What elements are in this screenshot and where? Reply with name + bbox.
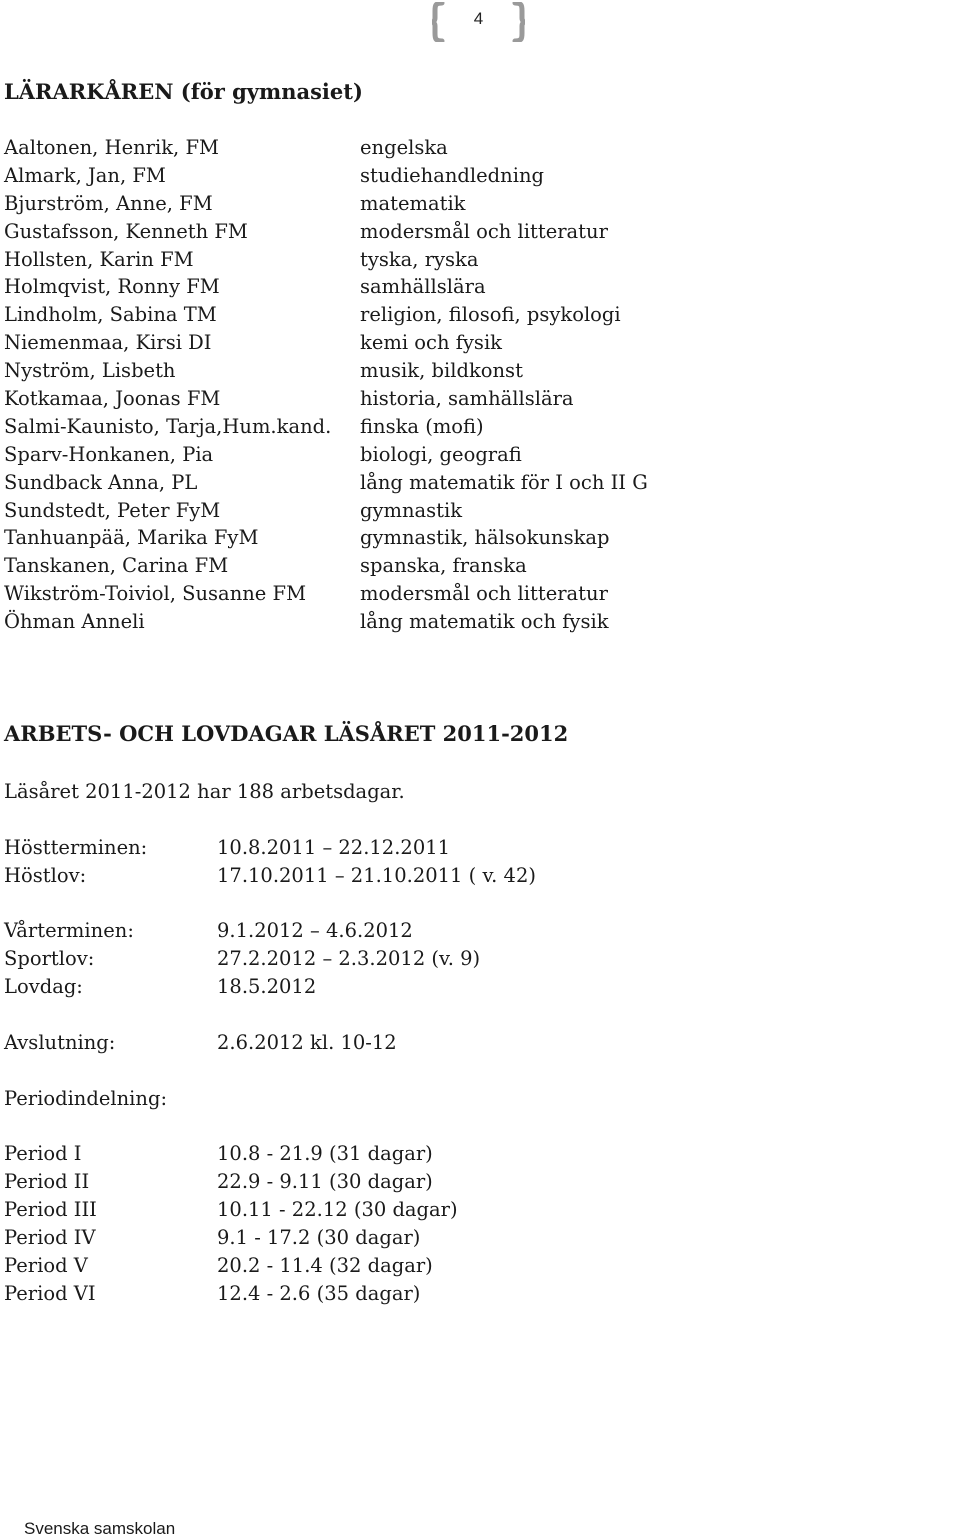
- teacher-row: [4, 469, 944, 497]
- period-row: [4, 1280, 458, 1308]
- autumn-term-row: [4, 834, 450, 862]
- page-number: 4: [473, 9, 484, 28]
- teacher-name: Sundback Anna, PL: [4, 470, 198, 494]
- spring-term-value: 9.1.2012 – 4.6.2012: [217, 919, 413, 942]
- teacher-subject: modersmål och litteratur: [360, 582, 608, 606]
- graduation-row: [4, 1029, 397, 1057]
- teacher-subject: spanska, franska: [360, 554, 527, 578]
- teacher-row: [4, 246, 944, 274]
- teacher-name: Wikström-Toiviol, Susanne FM: [4, 582, 307, 606]
- teacher-subject: lång matematik för I och II G: [360, 470, 648, 494]
- teacher-name: Sparv-Honkanen, Pia: [4, 442, 214, 466]
- teacher-name: Gustafsson, Kenneth FM: [4, 219, 248, 243]
- teacher-subject: kemi och fysik: [360, 331, 502, 355]
- teacher-row: [4, 580, 944, 608]
- teacher-row: [4, 273, 944, 301]
- teacher-row: [4, 301, 944, 329]
- teacher-name: Hollsten, Karin FM: [4, 247, 194, 271]
- teacher-row: [4, 329, 944, 357]
- spring-term-label: Vårterminen:: [4, 919, 134, 942]
- period-row: [4, 1168, 458, 1196]
- period-label: Period III: [4, 1198, 97, 1221]
- teacher-row: [4, 218, 944, 246]
- teacher-subject: studiehandledning: [360, 163, 544, 187]
- teacher-name: Bjurström, Anne, FM: [4, 191, 213, 215]
- holiday-label: Lovdag:: [4, 975, 83, 998]
- autumn-term-value: 10.8.2011 – 22.12.2011: [217, 836, 451, 859]
- staff-heading: LÄRARKÅREN (för gymnasiet): [4, 79, 363, 104]
- teacher-list: [4, 134, 944, 636]
- period-dates: 10.8 - 21.9 (31 dagar): [217, 1142, 433, 1165]
- holiday-value: 18.5.2012: [217, 975, 317, 998]
- period-label: Period VI: [4, 1282, 96, 1305]
- spring-term-row: [4, 917, 413, 945]
- period-label: Period V: [4, 1254, 88, 1277]
- calendar-heading: ARBETS- OCH LOVDAGAR LÄSÅRET 2011-2012: [4, 721, 569, 746]
- teacher-subject: gymnastik: [360, 498, 463, 522]
- teacher-name: Öhman Anneli: [4, 610, 145, 634]
- teacher-row: [4, 357, 944, 385]
- period-dates: 22.9 - 9.11 (30 dagar): [217, 1170, 433, 1193]
- footer-school-name: Svenska samskolan: [24, 1519, 176, 1538]
- teacher-name: Tanskanen, Carina FM: [4, 554, 229, 578]
- period-label: Period I: [4, 1142, 82, 1165]
- teacher-name: Niemenmaa, Kirsi DI: [4, 331, 212, 355]
- teacher-row: [4, 524, 944, 552]
- teacher-row: [4, 497, 944, 525]
- teacher-name: Kotkamaa, Joonas FM: [4, 387, 221, 411]
- teacher-subject: historia, samhällslära: [360, 387, 574, 411]
- teacher-subject: modersmål och litteratur: [360, 219, 608, 243]
- teacher-row: [4, 162, 944, 190]
- autumn-break-value: 17.10.2011 – 21.10.2011 ( v. 42): [217, 864, 536, 887]
- period-row: [4, 1196, 458, 1224]
- teacher-subject: tyska, ryska: [360, 247, 479, 271]
- period-label: Period IV: [4, 1226, 96, 1249]
- period-dates: 12.4 - 2.6 (35 dagar): [217, 1282, 421, 1305]
- teacher-subject: finska (mofi): [360, 414, 484, 438]
- teacher-name: Nyström, Lisbeth: [4, 359, 176, 383]
- teacher-name: Aaltonen, Henrik, FM: [4, 136, 219, 159]
- teacher-subject: engelska: [360, 136, 448, 159]
- sports-break-row: [4, 945, 480, 973]
- period-label: Period II: [4, 1170, 90, 1193]
- teacher-name: Holmqvist, Ronny FM: [4, 275, 220, 299]
- teacher-row: [4, 190, 944, 218]
- teacher-row: [4, 134, 944, 162]
- periods-heading: Periodindelning:: [4, 1087, 168, 1110]
- teacher-row: [4, 552, 944, 580]
- sports-break-value: 27.2.2012 – 2.3.2012 (v. 9): [217, 947, 481, 970]
- period-row: [4, 1140, 458, 1168]
- period-row: [4, 1224, 458, 1252]
- workdays-sentence: Läsåret 2011-2012 har 188 arbetsdagar.: [4, 780, 405, 803]
- teacher-name: Salmi-Kaunisto, Tarja,Hum.kand.: [4, 414, 332, 438]
- teacher-name: Almark, Jan, FM: [4, 163, 166, 187]
- graduation-label: Avslutning:: [4, 1031, 116, 1054]
- teacher-row: [4, 413, 944, 441]
- autumn-break-row: [4, 862, 536, 890]
- teacher-subject: gymnastik, hälsokunskap: [360, 526, 610, 550]
- teacher-name: Lindholm, Sabina TM: [4, 303, 217, 327]
- teacher-subject: matematik: [360, 191, 466, 215]
- period-dates: 20.2 - 11.4 (32 dagar): [217, 1254, 433, 1277]
- period-row: [4, 1252, 458, 1280]
- teacher-row: [4, 608, 944, 636]
- teacher-subject: biologi, geografi: [360, 442, 522, 466]
- page-number-box: [432, 2, 525, 42]
- sports-break-label: Sportlov:: [4, 947, 95, 970]
- period-dates: 10.11 - 22.12 (30 dagar): [217, 1198, 458, 1221]
- autumn-break-label: Höstlov:: [4, 864, 87, 887]
- teacher-subject: religion, filosofi, psykologi: [360, 303, 621, 327]
- teacher-subject: musik, bildkonst: [360, 359, 523, 383]
- teacher-row: [4, 385, 944, 413]
- teacher-row: [4, 441, 944, 469]
- holiday-row: [4, 973, 316, 1001]
- teacher-subject: lång matematik och fysik: [360, 610, 609, 634]
- autumn-term-label: Höstterminen:: [4, 836, 148, 859]
- period-list: [4, 1140, 458, 1308]
- graduation-value: 2.6.2012 kl. 10-12: [217, 1031, 397, 1054]
- teacher-name: Sundstedt, Peter FyM: [4, 498, 221, 522]
- teacher-name: Tanhuanpää, Marika FyM: [4, 526, 259, 550]
- period-dates: 9.1 - 17.2 (30 dagar): [217, 1226, 421, 1249]
- teacher-subject: samhällslära: [360, 275, 486, 299]
